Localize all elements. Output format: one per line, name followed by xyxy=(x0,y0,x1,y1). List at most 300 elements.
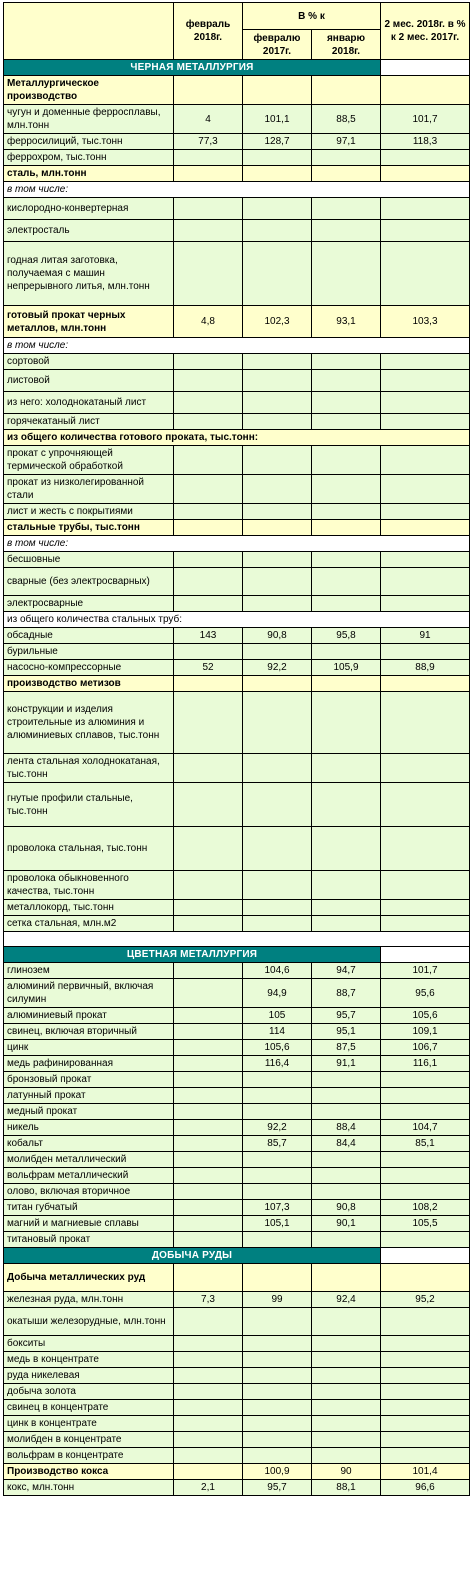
section-title: ЦВЕТНАЯ МЕТАЛЛУРГИЯ xyxy=(4,947,381,963)
value-feb-2018 xyxy=(174,370,243,392)
value-vs-jan-2018: 87,5 xyxy=(312,1040,381,1056)
value-two-months xyxy=(381,242,470,306)
table-row xyxy=(4,1232,470,1248)
table-row xyxy=(4,1216,470,1232)
row-label: титановый прокат xyxy=(4,1232,174,1248)
row-label: медь рафинированная xyxy=(4,1056,174,1072)
value-vs-feb-2017 xyxy=(243,1336,312,1352)
row-label: лист и жесть с покрытиями xyxy=(4,504,174,520)
value-vs-feb-2017 xyxy=(243,692,312,754)
section-blank xyxy=(381,1248,470,1264)
value-two-months xyxy=(381,1336,470,1352)
table-row xyxy=(4,475,470,504)
value-vs-jan-2018 xyxy=(312,446,381,475)
value-feb-2018 xyxy=(174,150,243,166)
value-two-months xyxy=(381,475,470,504)
value-vs-jan-2018 xyxy=(312,220,381,242)
value-feb-2018 xyxy=(174,520,243,536)
value-vs-jan-2018: 84,4 xyxy=(312,1136,381,1152)
value-vs-feb-2017 xyxy=(243,1232,312,1248)
value-feb-2018 xyxy=(174,1448,243,1464)
value-feb-2018 xyxy=(174,392,243,414)
row-label: руда никелевая xyxy=(4,1368,174,1384)
value-vs-jan-2018 xyxy=(312,1072,381,1088)
value-vs-jan-2018 xyxy=(312,1168,381,1184)
row-label: Металлургическое производство xyxy=(4,76,174,105)
value-feb-2018 xyxy=(174,1368,243,1384)
row-label: насосно-компрессорные xyxy=(4,660,174,676)
value-feb-2018 xyxy=(174,1416,243,1432)
value-vs-jan-2018 xyxy=(312,370,381,392)
value-vs-jan-2018 xyxy=(312,900,381,916)
value-two-months xyxy=(381,392,470,414)
value-vs-feb-2017 xyxy=(243,1448,312,1464)
value-vs-jan-2018 xyxy=(312,1308,381,1336)
value-vs-feb-2017: 107,3 xyxy=(243,1200,312,1216)
value-feb-2018 xyxy=(174,783,243,827)
value-vs-feb-2017 xyxy=(243,198,312,220)
value-vs-jan-2018 xyxy=(312,783,381,827)
table-row xyxy=(4,1384,470,1400)
table-row xyxy=(4,504,470,520)
group-row xyxy=(4,306,470,338)
value-vs-feb-2017 xyxy=(243,1104,312,1120)
value-vs-feb-2017: 102,3 xyxy=(243,306,312,338)
value-two-months xyxy=(381,783,470,827)
value-vs-jan-2018 xyxy=(312,692,381,754)
row-label: медь в концентрате xyxy=(4,1352,174,1368)
header-vs-feb-2017: февралю 2017г. xyxy=(243,30,312,60)
value-vs-feb-2017: 116,4 xyxy=(243,1056,312,1072)
subheader-row xyxy=(4,182,470,198)
value-two-months xyxy=(381,596,470,612)
value-two-months xyxy=(381,1432,470,1448)
section-row xyxy=(4,947,470,963)
value-two-months xyxy=(381,370,470,392)
value-two-months xyxy=(381,1168,470,1184)
row-label: производство метизов xyxy=(4,676,174,692)
value-vs-feb-2017 xyxy=(243,242,312,306)
value-vs-feb-2017 xyxy=(243,392,312,414)
table-row xyxy=(4,1336,470,1352)
row-label: ферросилиций, тыс.тонн xyxy=(4,134,174,150)
value-vs-feb-2017 xyxy=(243,1152,312,1168)
value-vs-feb-2017 xyxy=(243,1264,312,1292)
value-vs-feb-2017 xyxy=(243,520,312,536)
value-vs-jan-2018 xyxy=(312,676,381,692)
value-two-months xyxy=(381,1448,470,1464)
value-two-months: 101,4 xyxy=(381,1464,470,1480)
value-vs-feb-2017 xyxy=(243,900,312,916)
value-two-months xyxy=(381,1400,470,1416)
row-label: железная руда, млн.тонн xyxy=(4,1292,174,1308)
value-feb-2018 xyxy=(174,1384,243,1400)
value-vs-jan-2018 xyxy=(312,198,381,220)
value-two-months xyxy=(381,916,470,932)
value-vs-feb-2017 xyxy=(243,414,312,430)
value-vs-feb-2017 xyxy=(243,475,312,504)
value-vs-jan-2018: 88,4 xyxy=(312,1120,381,1136)
row-label: проволока обыкновенного качества, тыс.тонн xyxy=(4,871,174,900)
value-two-months xyxy=(381,414,470,430)
value-vs-jan-2018 xyxy=(312,1104,381,1120)
row-label: цинк xyxy=(4,1040,174,1056)
value-vs-jan-2018 xyxy=(312,504,381,520)
subheader-label: в том числе: xyxy=(4,338,470,354)
table-row xyxy=(4,354,470,370)
row-label: глинозем xyxy=(4,963,174,979)
value-feb-2018 xyxy=(174,568,243,596)
value-feb-2018 xyxy=(174,1152,243,1168)
value-feb-2018 xyxy=(174,1352,243,1368)
row-label: лента стальная холоднокатаная, тыс.тонн xyxy=(4,754,174,783)
table-row xyxy=(4,568,470,596)
subheader-label: в том числе: xyxy=(4,182,470,198)
value-two-months xyxy=(381,76,470,105)
value-vs-jan-2018 xyxy=(312,871,381,900)
table-row xyxy=(4,1120,470,1136)
section-blank xyxy=(381,947,470,963)
value-vs-feb-2017: 95,7 xyxy=(243,1480,312,1496)
value-vs-jan-2018: 92,4 xyxy=(312,1292,381,1308)
row-label: кокс, млн.тонн xyxy=(4,1480,174,1496)
table-row xyxy=(4,827,470,871)
subheader-label: в том числе: xyxy=(4,536,470,552)
row-label: титан губчатый xyxy=(4,1200,174,1216)
value-vs-jan-2018 xyxy=(312,414,381,430)
value-vs-jan-2018 xyxy=(312,1184,381,1200)
value-vs-feb-2017 xyxy=(243,916,312,932)
value-vs-feb-2017: 99 xyxy=(243,1292,312,1308)
value-vs-feb-2017: 128,7 xyxy=(243,134,312,150)
row-label: бронзовый прокат xyxy=(4,1072,174,1088)
value-two-months xyxy=(381,1104,470,1120)
value-two-months: 88,9 xyxy=(381,660,470,676)
value-vs-jan-2018 xyxy=(312,1264,381,1292)
group-row xyxy=(4,76,470,105)
row-label: алюминий первичный, включая силумин xyxy=(4,979,174,1008)
value-feb-2018: 7,3 xyxy=(174,1292,243,1308)
group-label: из общего количества готового проката, тыс.тонн: xyxy=(4,430,470,446)
row-label: латунный прокат xyxy=(4,1088,174,1104)
value-vs-feb-2017 xyxy=(243,150,312,166)
value-vs-jan-2018 xyxy=(312,1432,381,1448)
table-row xyxy=(4,783,470,827)
value-vs-jan-2018: 90,8 xyxy=(312,1200,381,1216)
value-feb-2018 xyxy=(174,871,243,900)
value-two-months: 96,6 xyxy=(381,1480,470,1496)
value-feb-2018 xyxy=(174,1308,243,1336)
value-two-months xyxy=(381,692,470,754)
value-feb-2018: 4 xyxy=(174,105,243,134)
value-feb-2018 xyxy=(174,1104,243,1120)
value-two-months: 118,3 xyxy=(381,134,470,150)
value-feb-2018 xyxy=(174,1008,243,1024)
value-two-months xyxy=(381,1308,470,1336)
table-row xyxy=(4,1024,470,1040)
row-label: гнутые профили стальные, тыс.тонн xyxy=(4,783,174,827)
value-feb-2018 xyxy=(174,504,243,520)
value-feb-2018 xyxy=(174,446,243,475)
value-feb-2018 xyxy=(174,242,243,306)
value-vs-feb-2017 xyxy=(243,446,312,475)
value-vs-jan-2018 xyxy=(312,568,381,596)
row-label: алюминиевый прокат xyxy=(4,1008,174,1024)
table-row xyxy=(4,220,470,242)
header-two-months: 2 мес. 2018г. в % к 2 мес. 2017г. xyxy=(381,3,470,60)
table-row xyxy=(4,871,470,900)
value-feb-2018 xyxy=(174,1200,243,1216)
row-label: чугун и доменные ферросплавы, млн.тонн xyxy=(4,105,174,134)
value-vs-feb-2017 xyxy=(243,354,312,370)
table-row xyxy=(4,134,470,150)
table-row xyxy=(4,1416,470,1432)
value-vs-jan-2018: 90,1 xyxy=(312,1216,381,1232)
value-vs-jan-2018: 95,8 xyxy=(312,628,381,644)
value-two-months xyxy=(381,166,470,182)
value-two-months: 109,1 xyxy=(381,1024,470,1040)
row-label: прокат из низколегированной стали xyxy=(4,475,174,504)
value-feb-2018 xyxy=(174,692,243,754)
value-two-months xyxy=(381,220,470,242)
table-row xyxy=(4,198,470,220)
group-row xyxy=(4,166,470,182)
table-row xyxy=(4,1200,470,1216)
value-vs-jan-2018 xyxy=(312,552,381,568)
header-feb-2018: февраль 2018г. xyxy=(174,3,243,60)
table-row xyxy=(4,1432,470,1448)
value-two-months: 101,7 xyxy=(381,963,470,979)
value-two-months xyxy=(381,1072,470,1088)
section-row xyxy=(4,1248,470,1264)
value-feb-2018 xyxy=(174,1400,243,1416)
table-row xyxy=(4,1448,470,1464)
value-two-months xyxy=(381,1264,470,1292)
value-vs-jan-2018: 90 xyxy=(312,1464,381,1480)
value-feb-2018 xyxy=(174,827,243,871)
table-row xyxy=(4,644,470,660)
value-vs-jan-2018 xyxy=(312,596,381,612)
value-vs-feb-2017: 100,9 xyxy=(243,1464,312,1480)
value-vs-feb-2017 xyxy=(243,1352,312,1368)
spacer-row xyxy=(4,932,470,947)
value-vs-feb-2017: 90,8 xyxy=(243,628,312,644)
value-vs-jan-2018 xyxy=(312,150,381,166)
value-vs-feb-2017 xyxy=(243,871,312,900)
row-label: сетка стальная, млн.м2 xyxy=(4,916,174,932)
value-vs-feb-2017 xyxy=(243,1384,312,1400)
value-two-months xyxy=(381,1368,470,1384)
group-row xyxy=(4,520,470,536)
value-vs-feb-2017 xyxy=(243,552,312,568)
value-vs-jan-2018 xyxy=(312,644,381,660)
value-vs-jan-2018: 105,9 xyxy=(312,660,381,676)
value-vs-feb-2017 xyxy=(243,644,312,660)
table-body xyxy=(4,3,470,1496)
row-label: электросварные xyxy=(4,596,174,612)
value-vs-feb-2017: 92,2 xyxy=(243,1120,312,1136)
header-row-1 xyxy=(4,3,470,30)
value-vs-jan-2018 xyxy=(312,392,381,414)
value-vs-feb-2017: 105 xyxy=(243,1008,312,1024)
value-vs-feb-2017 xyxy=(243,1308,312,1336)
value-feb-2018 xyxy=(174,1168,243,1184)
value-two-months xyxy=(381,1088,470,1104)
row-label: сталь, млн.тонн xyxy=(4,166,174,182)
value-vs-feb-2017 xyxy=(243,827,312,871)
value-vs-feb-2017 xyxy=(243,504,312,520)
value-two-months: 103,3 xyxy=(381,306,470,338)
note-label: из общего количества стальных труб: xyxy=(4,612,470,628)
value-vs-jan-2018 xyxy=(312,1448,381,1464)
value-two-months xyxy=(381,446,470,475)
subheader-row xyxy=(4,536,470,552)
row-label: прокат с упрочняющей термической обработкой xyxy=(4,446,174,475)
value-two-months: 105,6 xyxy=(381,1008,470,1024)
value-two-months: 116,1 xyxy=(381,1056,470,1072)
value-two-months xyxy=(381,568,470,596)
value-vs-jan-2018: 97,1 xyxy=(312,134,381,150)
table-row xyxy=(4,754,470,783)
value-feb-2018 xyxy=(174,900,243,916)
section-blank xyxy=(381,60,470,76)
row-label: из него: холоднокатаный лист xyxy=(4,392,174,414)
value-vs-feb-2017: 114 xyxy=(243,1024,312,1040)
row-label: листовой xyxy=(4,370,174,392)
table-row xyxy=(4,446,470,475)
table-row xyxy=(4,1040,470,1056)
value-feb-2018 xyxy=(174,596,243,612)
table-row xyxy=(4,1480,470,1496)
value-feb-2018 xyxy=(174,166,243,182)
table-row xyxy=(4,916,470,932)
table-row xyxy=(4,692,470,754)
value-two-months: 108,2 xyxy=(381,1200,470,1216)
value-two-months xyxy=(381,354,470,370)
value-vs-feb-2017: 94,9 xyxy=(243,979,312,1008)
value-feb-2018 xyxy=(174,76,243,105)
value-feb-2018: 52 xyxy=(174,660,243,676)
table-row xyxy=(4,628,470,644)
value-two-months: 85,1 xyxy=(381,1136,470,1152)
value-vs-feb-2017: 104,6 xyxy=(243,963,312,979)
value-vs-jan-2018: 88,1 xyxy=(312,1480,381,1496)
spacer-cell xyxy=(4,932,470,947)
value-two-months xyxy=(381,198,470,220)
value-vs-feb-2017 xyxy=(243,1088,312,1104)
row-label: металлокорд, тыс.тонн xyxy=(4,900,174,916)
row-label: медный прокат xyxy=(4,1104,174,1120)
value-two-months: 91 xyxy=(381,628,470,644)
value-vs-jan-2018: 94,7 xyxy=(312,963,381,979)
value-feb-2018 xyxy=(174,1264,243,1292)
value-feb-2018 xyxy=(174,475,243,504)
table-row xyxy=(4,660,470,676)
value-feb-2018 xyxy=(174,1216,243,1232)
table-row xyxy=(4,1184,470,1200)
table-row xyxy=(4,150,470,166)
table-row xyxy=(4,1292,470,1308)
value-vs-feb-2017 xyxy=(243,568,312,596)
row-label: молибден металлический xyxy=(4,1152,174,1168)
value-feb-2018 xyxy=(174,1432,243,1448)
row-label: проволока стальная, тыс.тонн xyxy=(4,827,174,871)
value-vs-feb-2017 xyxy=(243,1368,312,1384)
row-label: вольфрам в концентрате xyxy=(4,1448,174,1464)
row-label: сварные (без электросварных) xyxy=(4,568,174,596)
value-two-months xyxy=(381,1384,470,1400)
value-vs-jan-2018 xyxy=(312,1232,381,1248)
group-row xyxy=(4,676,470,692)
table-row xyxy=(4,963,470,979)
value-vs-feb-2017: 92,2 xyxy=(243,660,312,676)
value-two-months xyxy=(381,900,470,916)
value-vs-jan-2018: 93,1 xyxy=(312,306,381,338)
value-two-months xyxy=(381,520,470,536)
value-two-months: 104,7 xyxy=(381,1120,470,1136)
value-two-months: 95,2 xyxy=(381,1292,470,1308)
row-label: стальные трубы, тыс.тонн xyxy=(4,520,174,536)
value-vs-feb-2017 xyxy=(243,676,312,692)
row-label: окатыши железорудные, млн.тонн xyxy=(4,1308,174,1336)
value-vs-jan-2018 xyxy=(312,1368,381,1384)
header-vs-jan-2018: январю 2018г. xyxy=(312,30,381,60)
value-feb-2018 xyxy=(174,552,243,568)
table-row xyxy=(4,596,470,612)
value-vs-feb-2017: 101,1 xyxy=(243,105,312,134)
row-label: готовый прокат черных металлов, млн.тонн xyxy=(4,306,174,338)
value-two-months xyxy=(381,1416,470,1432)
table-row xyxy=(4,979,470,1008)
value-vs-jan-2018 xyxy=(312,1416,381,1432)
value-two-months xyxy=(381,1184,470,1200)
table-row xyxy=(4,1072,470,1088)
value-vs-feb-2017 xyxy=(243,596,312,612)
value-vs-jan-2018: 91,1 xyxy=(312,1056,381,1072)
row-label: добыча золота xyxy=(4,1384,174,1400)
value-two-months xyxy=(381,1152,470,1168)
value-feb-2018 xyxy=(174,1336,243,1352)
row-label: свинец в концентрате xyxy=(4,1400,174,1416)
value-feb-2018 xyxy=(174,1088,243,1104)
value-feb-2018 xyxy=(174,676,243,692)
value-feb-2018 xyxy=(174,979,243,1008)
value-vs-feb-2017 xyxy=(243,370,312,392)
table-row xyxy=(4,1352,470,1368)
section-title: ЧЕРНАЯ МЕТАЛЛУРГИЯ xyxy=(4,60,381,76)
value-feb-2018 xyxy=(174,644,243,660)
value-vs-feb-2017 xyxy=(243,754,312,783)
value-vs-jan-2018 xyxy=(312,242,381,306)
header-label-cell xyxy=(4,3,174,60)
value-two-months xyxy=(381,1232,470,1248)
value-vs-feb-2017 xyxy=(243,76,312,105)
row-label: никель xyxy=(4,1120,174,1136)
value-feb-2018: 143 xyxy=(174,628,243,644)
group-header-row xyxy=(4,430,470,446)
row-label: Добыча металлических руд xyxy=(4,1264,174,1292)
value-vs-jan-2018 xyxy=(312,1336,381,1352)
table-row xyxy=(4,1152,470,1168)
row-label: бурильные xyxy=(4,644,174,660)
row-label: бесшовные xyxy=(4,552,174,568)
value-two-months xyxy=(381,504,470,520)
row-label: сортовой xyxy=(4,354,174,370)
value-vs-jan-2018 xyxy=(312,1384,381,1400)
value-two-months xyxy=(381,552,470,568)
value-feb-2018: 77,3 xyxy=(174,134,243,150)
table-row xyxy=(4,370,470,392)
